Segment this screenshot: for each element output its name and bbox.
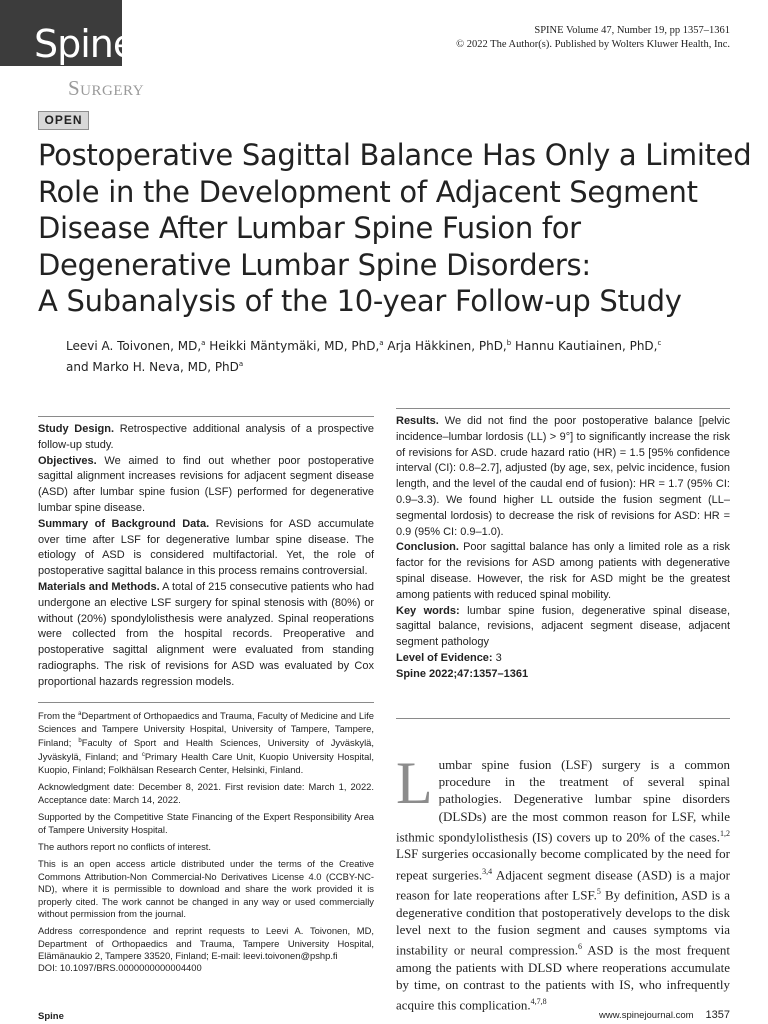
footnote-rule xyxy=(38,702,374,703)
copyright-line: © 2022 The Author(s). Published by Wolters Kluwer Health, Inc. xyxy=(456,39,730,50)
drop-cap: L xyxy=(396,750,433,816)
paragraph-text: We aimed to find out whether poor postoperative sagittal alignment increases revisions for adjacent segment disease (ASD) after lumbar spine fusion (LSF) performed for degenerative lumbar spine disease. xyxy=(38,454,374,514)
heading: Conclusion. xyxy=(396,541,459,554)
abstract-level xyxy=(396,651,730,667)
body-text: ASD is the most frequent among the patients with DLSD where reoperations accumulate by time, on contrast to the patients with IS, who infrequently acquire this complication. xyxy=(396,942,731,1013)
citation-ref[interactable]: 1,2 xyxy=(720,828,730,838)
heading: Level of Evidence: xyxy=(396,651,493,664)
footnote-dates: Acknowledgment date: December 8, 2021. First revision date: March 1, 2022. Acceptance date: March 14, 2022. xyxy=(38,781,374,805)
heading: Objectives. xyxy=(38,454,97,467)
abstract-right-column xyxy=(396,414,730,683)
footnote-affiliations xyxy=(38,708,374,776)
citation-ref[interactable]: 6 xyxy=(578,942,583,952)
author-name: and Marko H. Neva, MD, PhD xyxy=(66,360,239,374)
title-line: A Subanalysis of the 10-year Follow-up Study xyxy=(38,284,682,318)
footer-journal: Spine xyxy=(38,1011,64,1022)
heading: Materials and Methods. xyxy=(38,580,160,593)
footnote-text: Faculty of Sport and Health Sciences, University of Jyväskylä, Jyväskylä, Finland; and xyxy=(38,737,374,763)
footnotes xyxy=(38,708,374,968)
title-line: Degenerative Lumbar Spine Disorders: xyxy=(38,247,591,282)
footnote-text: Department of Orthopaedics and Trauma, Faculty of Medicine and Life Sciences and Tampere University Hospital, University of Tampere, Tampere, Finland; xyxy=(38,710,374,749)
citation-ref[interactable]: 3,4 xyxy=(482,866,493,876)
heading: Study Design. xyxy=(38,423,115,435)
abstract-top-rule-left xyxy=(38,416,374,417)
abstract-top-rule-right xyxy=(396,408,730,409)
section-label: Surgery xyxy=(68,76,145,100)
open-access-badge: OPEN xyxy=(38,111,89,130)
footnote-support: Supported by the Competitive State Financing of the Expert Responsibility Area of Tampere University Hospital. xyxy=(38,811,374,835)
abstract-methods xyxy=(38,580,374,691)
abstract-objectives xyxy=(38,454,374,517)
paragraph-text: Poor sagittal balance has only a limited role as a risk factor for the revisions for ASD among patients with degenerative spinal disease. However, the risk for ASD might be the greatest among patients with reduced spinal mobility. xyxy=(396,541,730,601)
heading: Summary of Background Data. xyxy=(38,517,210,530)
article-title xyxy=(38,137,752,320)
affiliation-marker: b xyxy=(78,737,82,744)
abstract-results xyxy=(396,414,730,540)
journal-url[interactable]: www.spinejournal.com xyxy=(599,1010,694,1021)
affiliation-marker: a xyxy=(379,339,384,347)
body-text: LSF surgeries occasionally become complicated by the need for repeat surgeries. xyxy=(396,846,730,882)
citation-ref[interactable]: 5 xyxy=(596,887,601,897)
abstract-study-design xyxy=(38,422,374,454)
paragraph-text: We did not find the poor postoperative balance [pelvic incidence–lumbar lordosis (LL) > 9°] to significantly increase the risk of revisions for ASD. crude hazard ratio (HR) = 1.5 [95% confidence interval (CI): 0.8–2.7], adjusted (by age, sex, pelvic incidence, fusion length, and the level of the caudal end of fusion): HR = 1.7 (95% CI: 0.9–3.3). We found higher LL outside the fusion segment (LL–segmental lordosis) to decrease the risk of revisions for ASD: HR = 0.9 (95% CI: 0.9–1.0). xyxy=(396,415,730,538)
paragraph-text: A total of 215 consecutive patients who had undergone an elective LSF surgery for spinal stenosis with (80%) or without (20%) spondylolisthesis were analyzed. Spinal reoperations were collected from the hospital records. Preoperative and postoperative sagittal alignment were evaluated from standing radiographs. The risk of revisions for ASD was evaluated by Cox proportional hazards regression models. xyxy=(38,580,374,688)
body-text: Adjacent segment disease (ASD) is a major reason for late reoperations after LSF. xyxy=(396,866,730,903)
paragraph-text: Retrospective additional analysis of a prospective follow-up study. xyxy=(38,423,374,451)
author-name: Hannu Kautiainen, PhD, xyxy=(511,339,658,353)
paragraph-text: lumbar spine fusion, degenerative spinal disease, sagittal balance, revisions, adjacent segment disease, adjacent segment pathology xyxy=(396,604,730,649)
body-text: umbar spine fusion (LSF) surgery is a common procedure in the treatment of several spinal pathologies. Degenerative lumbar spine disorders (DLSDs) are the most common reason for LSF, while isthmic spondylolisthesis (IS) covers up to 20% of the cases. xyxy=(396,757,730,845)
title-line: Role in the Development of Adjacent Segment xyxy=(38,174,698,209)
abstract-background xyxy=(38,517,374,580)
footer-right xyxy=(599,1009,730,1021)
journal-meta xyxy=(456,24,730,52)
page-number: 1357 xyxy=(705,1009,730,1021)
title-line: Postoperative Sagittal Balance Has Only a Limited xyxy=(38,138,752,172)
abstract-bottom-rule xyxy=(396,718,730,719)
abstract-keywords xyxy=(396,604,730,651)
title-line: Disease After Lumbar Spine Fusion for xyxy=(38,211,581,245)
affiliation-marker: a xyxy=(238,360,244,368)
footnote-text: From the xyxy=(38,710,79,722)
footnote-license: This is an open access article distributed under the terms of the Creative Commons Attribution-Non Commercial-No Derivatives License 4.0 (CCBY-NC-ND), where it is permissible to download and share the work provided it is properly cited. The work cannot be changed in any way or used commercially without permission from the journal. xyxy=(38,858,374,920)
heading: Key words: xyxy=(396,604,460,617)
journal-volume-line: SPINE Volume 47, Number 19, pp 1357–1361 xyxy=(534,25,730,36)
abstract-citation: Spine 2022;47:1357–1361 xyxy=(396,667,529,680)
author-name: Arja Häkkinen, PhD, xyxy=(383,339,507,353)
author-line-1 xyxy=(66,334,706,355)
affiliation-marker: c xyxy=(657,339,662,347)
author-name: Heikki Mäntymäki, MD, PhD, xyxy=(205,339,380,353)
footnote-text: Primary Health Care Unit, Kuopio University Hospital, Kuopio, Finland; Folkhälsan Research Center, Helsinki, Finland. xyxy=(38,751,374,775)
affiliation-marker: a xyxy=(201,339,206,347)
paragraph-text: 3 xyxy=(492,651,502,664)
affiliation-marker: c xyxy=(141,752,145,759)
author-line-2 xyxy=(66,355,706,376)
affiliation-marker: a xyxy=(78,711,82,717)
citation-ref[interactable]: 4,7,8 xyxy=(530,996,547,1006)
abstract-conclusion xyxy=(396,540,730,603)
abstract-left-column xyxy=(38,422,374,691)
heading: Results. xyxy=(396,415,439,427)
paragraph-text: Revisions for ASD accumulate over time after LSF for degenerative lumbar spine disease. The etiology of ASD is considered multifactorial. Yet, the role of postoperative sagittal balance in this process remains controversial. xyxy=(38,517,374,578)
footnote-address: Address correspondence and reprint requests to Leevi A. Toivonen, MD, Department of Orthopaedics and Trauma, Tampere University Hospital, Elämänaukio 2, Tampere 33520, Finland; E-mail: leevi.toivonen@pshp.fi xyxy=(38,925,374,962)
footnote-conflicts: The authors report no conflicts of interest. xyxy=(38,841,212,853)
affiliation-marker: b xyxy=(506,339,512,347)
body-introduction xyxy=(396,750,731,1013)
journal-logo: Spine xyxy=(34,22,136,66)
doi-link[interactable]: DOI: 10.1097/BRS.0000000000004400 xyxy=(38,962,202,973)
author-list xyxy=(66,334,706,376)
body-text: By definition, ASD is a degenerative condition that postoperatively develops to the disk level next to the fusion segment and causes symptoms via instability or neural compression. xyxy=(396,887,730,958)
author-name: Leevi A. Toivonen, MD, xyxy=(66,339,202,353)
